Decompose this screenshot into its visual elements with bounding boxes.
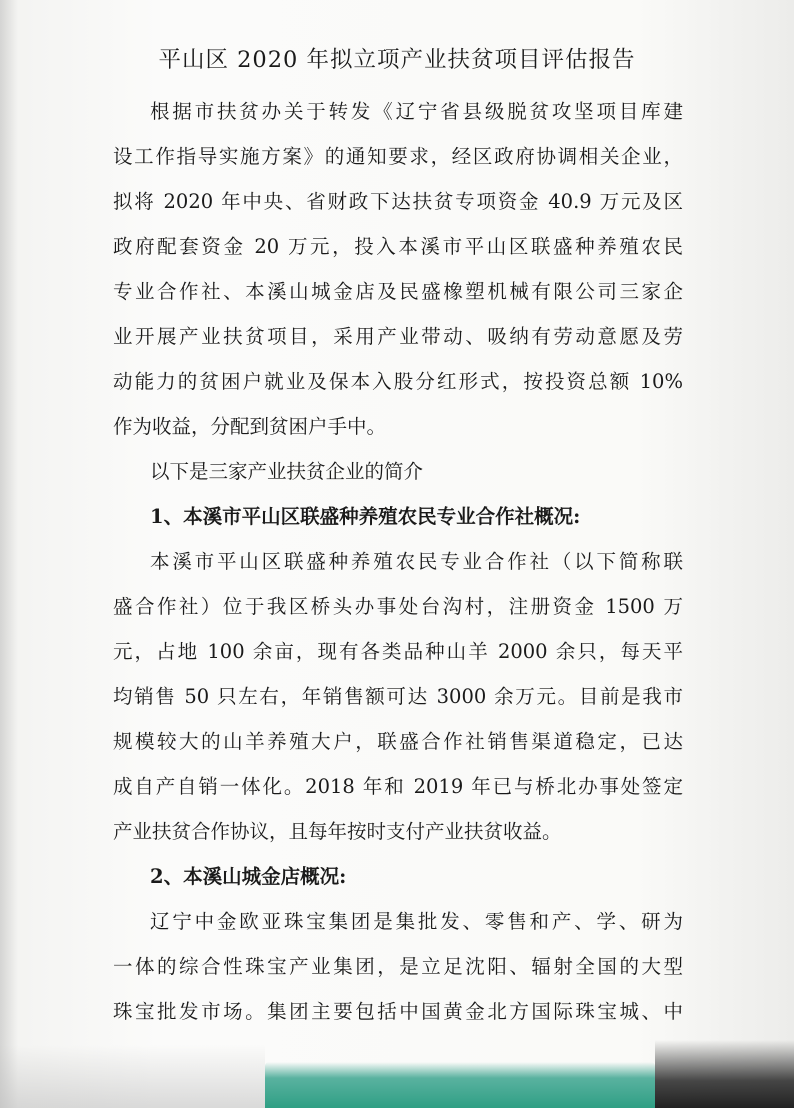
section-2-line-3: 珠宝批发市场。集团主要包括中国黄金北方国际珠宝城、中 bbox=[113, 1000, 683, 1023]
section-1-heading: 1、本溪市平山区联盛种养殖农民专业合作社概况: bbox=[150, 505, 581, 528]
intro-line-8: 作为收益，分配到贫困户手中。 bbox=[113, 415, 387, 438]
section-1-line-4: 均销售 50 只左右，年销售额可达 3000 余万元。目前是我市 bbox=[113, 685, 683, 708]
scan-dark-corner bbox=[655, 1040, 794, 1108]
section-2-heading: 2、本溪山城金店概况: bbox=[150, 865, 347, 888]
document-title: 平山区 2020 年拟立项产业扶贫项目评估报告 bbox=[158, 47, 636, 73]
scan-edge-shadow bbox=[0, 0, 18, 1108]
section-1-line-6: 成自产自销一体化。2018 年和 2019 年已与桥北办事处签定 bbox=[113, 775, 683, 798]
section-1-line-2: 盛合作社）位于我区桥头办事处台沟村，注册资金 1500 万 bbox=[113, 595, 683, 618]
section-1-line-1: 本溪市平山区联盛种养殖农民专业合作社（以下简称联 bbox=[150, 550, 683, 573]
scan-bottom-shadow bbox=[0, 1045, 265, 1108]
intro-line-2: 设工作指导实施方案》的通知要求，经区政府协调相关企业， bbox=[113, 145, 683, 168]
section-1-line-7: 产业扶贫合作协议，且每年按时支付产业扶贫收益。 bbox=[113, 820, 562, 843]
intro-line-3: 拟将 2020 年中央、省财政下达扶贫专项资金 40.9 万元及区 bbox=[113, 190, 683, 213]
summary-intro: 以下是三家产业扶贫企业的简介 bbox=[150, 460, 424, 483]
section-1-line-3: 元，占地 100 余亩，现有各类品种山羊 2000 余只，每天平 bbox=[113, 640, 683, 663]
intro-line-7: 动能力的贫困户就业及保本入股分红形式，按投资总额 10% bbox=[113, 370, 683, 393]
intro-line-1: 根据市扶贫办关于转发《辽宁省县级脱贫攻坚项目库建 bbox=[150, 100, 683, 123]
section-1-line-5: 规模较大的山羊养殖大户，联盛合作社销售渠道稳定，已达 bbox=[113, 730, 683, 753]
intro-line-5: 专业合作社、本溪山城金店及民盛橡塑机械有限公司三家企 bbox=[113, 280, 683, 303]
section-2-line-2: 一体的综合性珠宝产业集团，是立足沈阳、辐射全国的大型 bbox=[113, 955, 683, 978]
section-2-line-1: 辽宁中金欧亚珠宝集团是集批发、零售和产、学、研为 bbox=[150, 910, 683, 933]
intro-line-6: 业开展产业扶贫项目，采用产业带动、吸纳有劳动意愿及劳 bbox=[113, 325, 683, 348]
intro-line-4: 政府配套资金 20 万元，投入本溪市平山区联盛种养殖农民 bbox=[113, 235, 683, 258]
scan-background-object bbox=[265, 1062, 655, 1108]
